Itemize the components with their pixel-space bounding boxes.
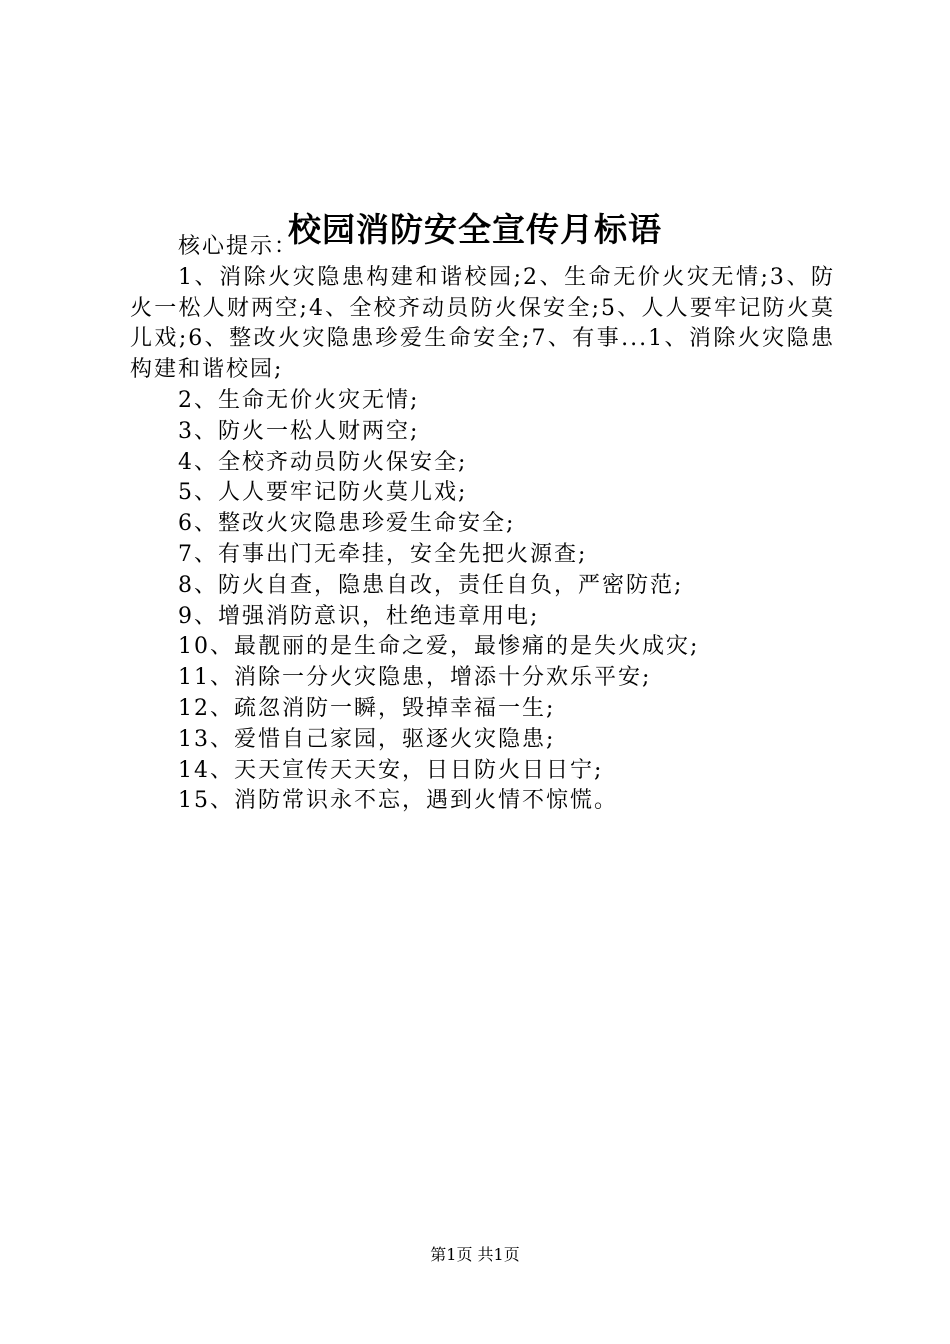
summary-paragraph: 1、消除火灾隐患构建和谐校园;2、生命无价火灾无情;3、防火一松人财两空;4、全校齐动员防火保安全;5、人人要牢记防火莫儿戏;6、整改火灾隐患珍爱生命安全;7、有事...1、消除火灾隐患构建和谐校园; xyxy=(130,264,835,383)
slogan-item: 14、天天宣传天天安，日日防火日日宁; xyxy=(178,757,604,783)
slogan-item: 3、防火一松人财两空; xyxy=(178,418,420,444)
slogan-item: 7、有事出门无牵挂，安全先把火源查; xyxy=(178,541,588,567)
hint-label: 核心提示： xyxy=(178,234,299,259)
slogan-list xyxy=(130,386,835,817)
slogan-item: 5、人人要牢记防火莫儿戏; xyxy=(178,480,468,506)
slogan-item: 2、生命无价火灾无情; xyxy=(178,387,420,413)
slogan-item: 10、最靓丽的是生命之爱，最惨痛的是失火成灾; xyxy=(178,634,700,660)
document-body xyxy=(130,232,835,817)
slogan-item: 11、消除一分火灾隐患，增添十分欢乐平安; xyxy=(178,665,652,691)
slogan-item: 15、消防常识永不忘，遇到火情不惊慌。 xyxy=(178,788,618,814)
slogan-item: 8、防火自查，隐患自改，责任自负，严密防范; xyxy=(178,572,684,598)
page-title: 校园消防安全宣传月标语 xyxy=(288,210,662,250)
slogan-item: 9、增强消防意识，杜绝违章用电; xyxy=(178,603,540,629)
slogan-item: 13、爱惜自己家园，驱逐火灾隐患; xyxy=(178,726,556,752)
page-number-footer: 第1页 共1页 xyxy=(430,1245,520,1264)
slogan-item: 12、疏忽消防一瞬，毁掉幸福一生; xyxy=(178,695,556,721)
slogan-item: 6、整改火灾隐患珍爱生命安全; xyxy=(178,511,516,537)
slogan-item: 4、全校齐动员防火保安全; xyxy=(178,449,468,475)
